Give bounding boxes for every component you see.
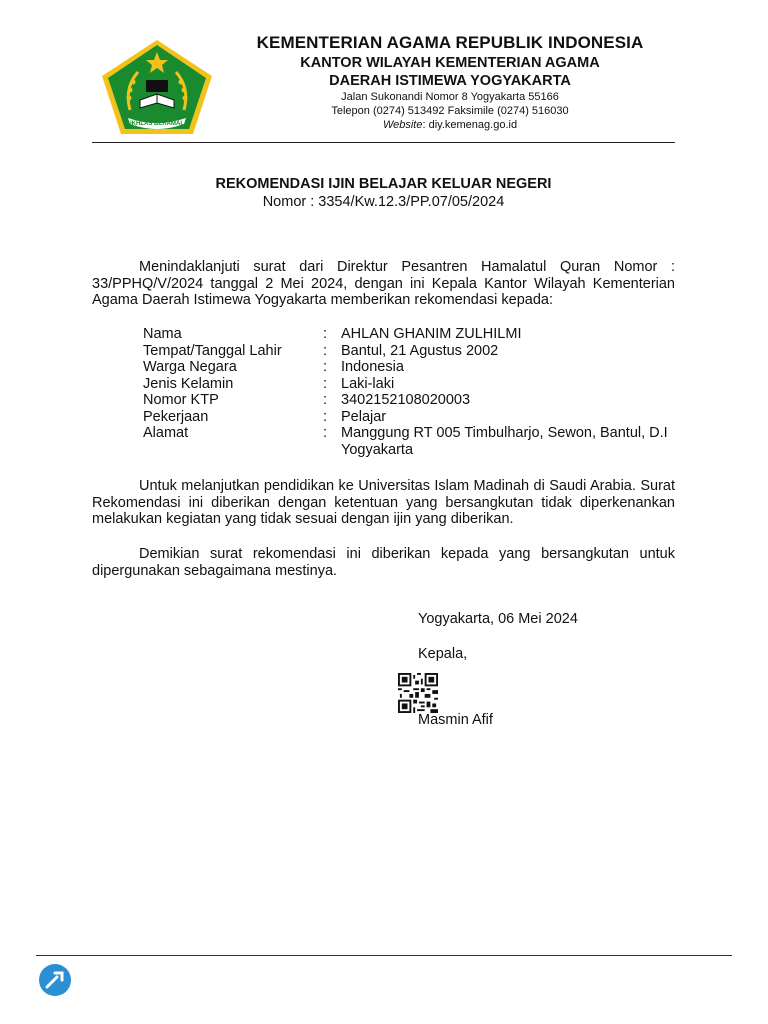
detail-separator: : <box>323 375 328 392</box>
recipient-details <box>143 326 683 458</box>
region-name: DAERAH ISTIMEWA YOGYAKARTA <box>329 73 571 89</box>
detail-value: 3402152108020003 <box>341 392 471 408</box>
qr-code-icon <box>398 673 438 713</box>
signature-position: Kepala, <box>418 646 468 662</box>
detail-value: Bantul, 21 Agustus 2002 <box>341 342 499 359</box>
purpose-paragraph: Untuk melanjutkan pendidikan ke Universitas Islam Madinah di Saudi Arabia. Surat Rekomendasi ini diberikan dengan ketentuan yang bersangkutan tidak diperkenankan melakukan kegiatan yang tidak sesuai dengan ijin yang diberikan. <box>92 478 675 527</box>
footer-divider <box>36 955 732 956</box>
detail-value: Indonesia <box>341 359 404 375</box>
detail-label: Nomor KTP <box>143 392 219 408</box>
office-address: Jalan Sukonandi Nomor 8 Yogyakarta 55166 <box>341 91 559 103</box>
letter-title <box>92 175 675 211</box>
detail-row <box>143 326 683 343</box>
detail-separator: : <box>323 392 328 408</box>
detail-label: Jenis Kelamin <box>143 375 234 392</box>
detail-row <box>143 359 683 376</box>
detail-row <box>143 392 683 409</box>
detail-separator: : <box>323 326 328 342</box>
detail-separator: : <box>323 359 328 375</box>
detail-value: AHLAN GHANIM ZULHILMI <box>341 326 522 342</box>
detail-separator: : <box>323 342 328 359</box>
office-website: Website: diy.kemenag.go.id <box>382 119 518 131</box>
detail-value: Laki-laki <box>341 375 395 392</box>
detail-separator: : <box>323 425 328 441</box>
opening-paragraph: Menindaklanjuti surat dari Direktur Pesantren Hamalatul Quran Nomor : 33/PPHQ/V/2024 tanggal 2 Mei 2024, dengan ini Kepala Kantor Wilayah Kementerian Agama Daerah Istimewa Yogyakarta memberikan rekomendasi kepada: <box>92 259 675 308</box>
signature-place-date: Yogyakarta, 06 Mei 2024 <box>418 611 578 627</box>
detail-row <box>143 425 683 458</box>
detail-label: Pekerjaan <box>143 408 209 425</box>
detail-label: Tempat/Tanggal Lahir <box>143 342 282 359</box>
ministry-name: KEMENTERIAN AGAMA REPUBLIK INDONESIA <box>256 33 644 52</box>
detail-row <box>143 376 683 393</box>
viewer-logo-icon <box>38 963 72 997</box>
detail-value: Pelajar <box>341 408 387 425</box>
logo-motto: IKHLAS BERAMAL <box>130 121 184 127</box>
detail-row <box>143 409 683 426</box>
closing-paragraph: Demikian surat rekomendasi ini diberikan kepada yang bersangkutan untuk dipergunakan sebagaimana mestinya. <box>92 546 675 579</box>
detail-label: Warga Negara <box>143 359 237 375</box>
detail-label: Nama <box>143 326 182 342</box>
detail-value: Manggung RT 005 Timbulharjo, Sewon, Bantul, D.I Yogyakarta <box>341 425 668 458</box>
kemenag-logo <box>100 38 214 136</box>
letterhead-divider <box>92 142 675 143</box>
office-phone: Telepon (0274) 513492 Faksimile (0274) 516030 <box>331 105 569 117</box>
detail-separator: : <box>323 408 328 425</box>
office-name: KANTOR WILAYAH KEMENTERIAN AGAMA <box>300 55 600 71</box>
detail-row <box>143 343 683 360</box>
detail-label: Alamat <box>143 425 189 441</box>
letterhead <box>240 32 660 132</box>
signer-name: Masmin Afif <box>418 712 493 728</box>
letter-number: Nomor : 3354/Kw.12.3/PP.07/05/2024 <box>262 194 505 210</box>
letter-heading: REKOMENDASI IJIN BELAJAR KELUAR NEGERI <box>215 176 552 192</box>
